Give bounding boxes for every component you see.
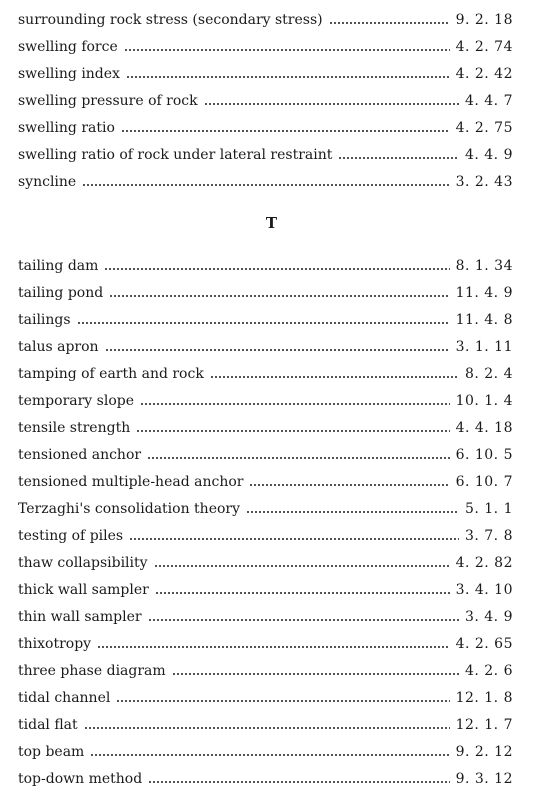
dot-leader bbox=[84, 727, 450, 729]
index-entry bbox=[18, 765, 513, 792]
dot-leader bbox=[105, 349, 450, 351]
section-letter-heading: T bbox=[265, 214, 278, 232]
index-reference: 4. 2. 82 bbox=[455, 554, 513, 571]
index-term: top-down method bbox=[18, 770, 143, 787]
index-term: tailing dam bbox=[18, 257, 99, 274]
index-entry bbox=[18, 738, 513, 765]
index-term: testing of piles bbox=[18, 527, 124, 544]
index-term: swelling force bbox=[18, 38, 118, 55]
index-term: swelling ratio bbox=[18, 119, 115, 136]
index-entry bbox=[18, 495, 513, 522]
index-term: swelling ratio of rock under lateral restraint bbox=[18, 146, 333, 163]
index-reference: 9. 2. 12 bbox=[455, 743, 513, 760]
index-reference: 4. 2. 42 bbox=[455, 65, 513, 82]
index-reference: 3. 4. 9 bbox=[464, 608, 513, 625]
index-reference: 5. 1. 1 bbox=[464, 500, 513, 517]
index-reference: 4. 4. 9 bbox=[464, 146, 513, 163]
index-term: syncline bbox=[18, 173, 77, 190]
dot-leader bbox=[147, 457, 449, 459]
index-reference: 4. 4. 18 bbox=[455, 419, 513, 436]
index-reference: 9. 2. 18 bbox=[455, 11, 513, 28]
index-term: thin wall sampler bbox=[18, 608, 142, 625]
index-term: tailing pond bbox=[18, 284, 104, 301]
index-term: three phase diagram bbox=[18, 662, 166, 679]
index-term: swelling pressure of rock bbox=[18, 92, 198, 109]
index-reference: 3. 4. 10 bbox=[455, 581, 513, 598]
dot-leader bbox=[121, 130, 450, 132]
index-term: talus apron bbox=[18, 338, 99, 355]
index-term: tensile strength bbox=[18, 419, 131, 436]
index-entry bbox=[18, 630, 513, 657]
index-term: tensioned anchor bbox=[18, 446, 142, 463]
index-reference: 8. 1. 34 bbox=[455, 257, 513, 274]
index-reference: 11. 4. 9 bbox=[455, 284, 513, 301]
index-entry bbox=[18, 468, 513, 495]
index-term: tidal channel bbox=[18, 689, 111, 706]
dot-leader bbox=[148, 619, 459, 621]
dot-leader bbox=[126, 76, 450, 78]
index-entry bbox=[18, 522, 513, 549]
index-entry bbox=[18, 549, 513, 576]
index-entry bbox=[18, 684, 513, 711]
dot-leader bbox=[124, 49, 450, 51]
index-section-s bbox=[18, 6, 513, 195]
index-entry bbox=[18, 252, 513, 279]
index-reference: 4. 2. 74 bbox=[455, 38, 513, 55]
index-term: swelling index bbox=[18, 65, 120, 82]
index-term: Terzaghi's consolidation theory bbox=[18, 500, 241, 517]
index-term: tailings bbox=[18, 311, 71, 328]
index-reference: 6. 10. 5 bbox=[455, 446, 513, 463]
dot-leader bbox=[338, 157, 459, 159]
index-entry bbox=[18, 114, 513, 141]
index-term: tamping of earth and rock bbox=[18, 365, 204, 382]
index-entry bbox=[18, 576, 513, 603]
index-reference: 6. 10. 7 bbox=[455, 473, 513, 490]
dot-leader bbox=[148, 781, 449, 783]
index-term: thixotropy bbox=[18, 635, 92, 652]
dot-leader bbox=[172, 673, 459, 675]
index-entry bbox=[18, 414, 513, 441]
dot-leader bbox=[136, 430, 449, 432]
index-entry bbox=[18, 6, 513, 33]
dot-leader bbox=[129, 538, 459, 540]
dot-leader bbox=[90, 754, 449, 756]
index-term: tidal flat bbox=[18, 716, 78, 733]
index-entry bbox=[18, 87, 513, 114]
index-term: top beam bbox=[18, 743, 85, 760]
index-term: thick wall sampler bbox=[18, 581, 149, 598]
index-entry bbox=[18, 306, 513, 333]
dot-leader bbox=[104, 268, 449, 270]
index-entry bbox=[18, 441, 513, 468]
index-term: thaw collapsibility bbox=[18, 554, 148, 571]
index-entry bbox=[18, 711, 513, 738]
index-entry bbox=[18, 141, 513, 168]
index-entry bbox=[18, 279, 513, 306]
index-entry bbox=[18, 33, 513, 60]
index-reference: 4. 2. 75 bbox=[455, 119, 513, 136]
index-reference: 10. 1. 4 bbox=[455, 392, 513, 409]
index-reference: 4. 2. 6 bbox=[464, 662, 513, 679]
index-entry bbox=[18, 387, 513, 414]
dot-leader bbox=[249, 484, 449, 486]
index-entry bbox=[18, 168, 513, 195]
index-reference: 3. 2. 43 bbox=[455, 173, 513, 190]
index-entry bbox=[18, 657, 513, 684]
index-reference: 8. 2. 4 bbox=[464, 365, 513, 382]
index-reference: 3. 1. 11 bbox=[455, 338, 513, 355]
dot-leader bbox=[154, 565, 450, 567]
dot-leader bbox=[329, 22, 450, 24]
dot-leader bbox=[82, 184, 449, 186]
index-reference: 4. 4. 7 bbox=[464, 92, 513, 109]
dot-leader bbox=[210, 376, 459, 378]
index-term: tensioned multiple-head anchor bbox=[18, 473, 244, 490]
dot-leader bbox=[77, 322, 450, 324]
dot-leader bbox=[97, 646, 450, 648]
index-term: temporary slope bbox=[18, 392, 135, 409]
dot-leader bbox=[246, 511, 459, 513]
index-reference: 11. 4. 8 bbox=[455, 311, 513, 328]
index-reference: 12. 1. 7 bbox=[455, 716, 513, 733]
index-reference: 9. 3. 12 bbox=[455, 770, 513, 787]
dot-leader bbox=[155, 592, 450, 594]
dot-leader bbox=[204, 103, 459, 105]
dot-leader bbox=[109, 295, 449, 297]
index-term: surrounding rock stress (secondary stress) bbox=[18, 11, 323, 28]
index-section-t bbox=[18, 252, 513, 792]
index-reference: 4. 2. 65 bbox=[455, 635, 513, 652]
dot-leader bbox=[116, 700, 449, 702]
index-reference: 3. 7. 8 bbox=[464, 527, 513, 544]
index-entry bbox=[18, 60, 513, 87]
index-entry bbox=[18, 360, 513, 387]
index-entry bbox=[18, 603, 513, 630]
index-reference: 12. 1. 8 bbox=[455, 689, 513, 706]
index-entry bbox=[18, 333, 513, 360]
dot-leader bbox=[140, 403, 450, 405]
